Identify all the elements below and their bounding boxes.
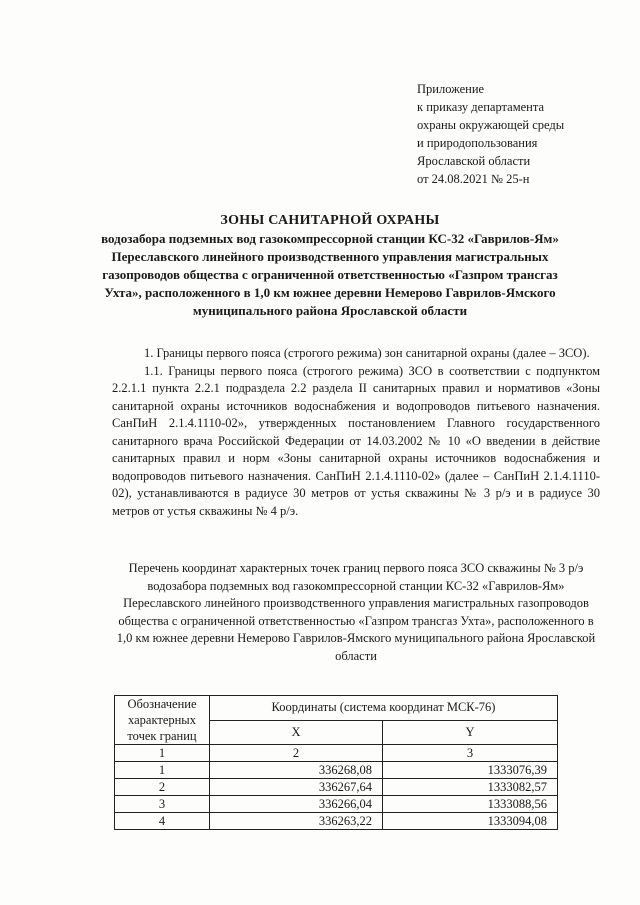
coordinates-table bbox=[114, 695, 558, 830]
table-cell: 2 bbox=[115, 779, 210, 796]
table-cell: 4 bbox=[115, 813, 210, 830]
appendix-line: Ярославской области bbox=[417, 154, 531, 168]
table-cell: 1333076,39 bbox=[383, 762, 558, 779]
table-cell: 1333094,08 bbox=[383, 813, 558, 830]
table-cell: 336266,04 bbox=[210, 796, 383, 813]
document-title bbox=[100, 212, 560, 320]
table-index-row bbox=[115, 745, 558, 762]
table-caption: Перечень координат характерных точек границ первого пояса ЗСО скважины № 3 р/э водозабора подземных вод газокомпрессорной станции КС-32 «Гаврилов-Ям» Переславского линейного производственного управления магистральных газопроводов общества с ограниченной ответственностью «Газпром трансгаз Ухта», расположенного в 1,0 км южнее деревни Немерово Гаврилов-Ямского муниципального района Ярославской области bbox=[116, 561, 596, 663]
paragraph: 1.1. Границы первого пояса (строгого режима) ЗСО в соответствии с подпунктом 2.2.1.1 пункта 2.2.1 подраздела 2.2 раздела II санитарных правил и нормативов «Зоны санитарной охраны источников водоснабжения и водопроводов питьевого назначения. СанПиН 2.1.4.1110-02», утвержденных постановлением Главного государственного санитарного врача Российской Федерации от 14.03.2002 № 10 «О введении в действие санитарных правил и норм «Зоны санитарной охраны источников водоснабжения и водопроводов питьевого назначения. СанПиН 2.1.4.1110-02» (далее – СанПиН 2.1.4.1110-02), устанавливаются в радиусе 30 метров от устья скважины № 3 р/э и в радиусе 30 метров от устья скважины № 4 р/э. bbox=[112, 363, 600, 518]
table-cell: 336263,22 bbox=[210, 813, 383, 830]
table-cell: 1333082,57 bbox=[383, 779, 558, 796]
table-cell: 1 bbox=[115, 745, 210, 762]
appendix-line: охраны окружающей среды bbox=[417, 118, 565, 132]
paragraph: 1. Границы первого пояса (строгого режима) зон санитарной охраны (далее – ЗСО). bbox=[144, 346, 590, 360]
table-cell: 336267,64 bbox=[210, 779, 383, 796]
col-header-points: Обозначение характерных точек границ bbox=[115, 696, 210, 745]
table-row bbox=[115, 813, 558, 830]
table-row bbox=[115, 796, 558, 813]
appendix-line: и природопользования bbox=[417, 136, 538, 150]
table-cell: 1333088,56 bbox=[383, 796, 558, 813]
appendix-line: к приказу департамента bbox=[417, 100, 545, 114]
table-cell: 1 bbox=[115, 762, 210, 779]
col-header-y: Y bbox=[383, 720, 558, 745]
col-header-coords: Координаты (система координат МСК-76) bbox=[210, 696, 558, 721]
table-cell: 3 bbox=[115, 796, 210, 813]
table-cell: 3 bbox=[383, 745, 558, 762]
appendix-line: Приложение bbox=[417, 82, 485, 96]
table-cell: 2 bbox=[210, 745, 383, 762]
appendix-line: от 24.08.2021 № 25-н bbox=[417, 172, 530, 186]
table-row bbox=[115, 779, 558, 796]
col-header-x: X bbox=[210, 720, 383, 745]
document-body bbox=[112, 345, 600, 520]
table-row bbox=[115, 762, 558, 779]
title-subtitle: водозабора подземных вод газокомпрессорной станции КС-32 «Гаврилов-Ям» Переславского линейного производственного управления магистральных газопроводов общества с ограниченной ответственностью «Газпром трансгаз Ухта», расположенного в 1,0 км южнее деревни Немерово Гаврилов-Ямского муниципального района Ярославской области bbox=[101, 231, 559, 318]
title-main: ЗОНЫ САНИТАРНОЙ ОХРАНЫ bbox=[220, 213, 440, 228]
table-cell: 336268,08 bbox=[210, 762, 383, 779]
appendix-block bbox=[417, 80, 564, 188]
